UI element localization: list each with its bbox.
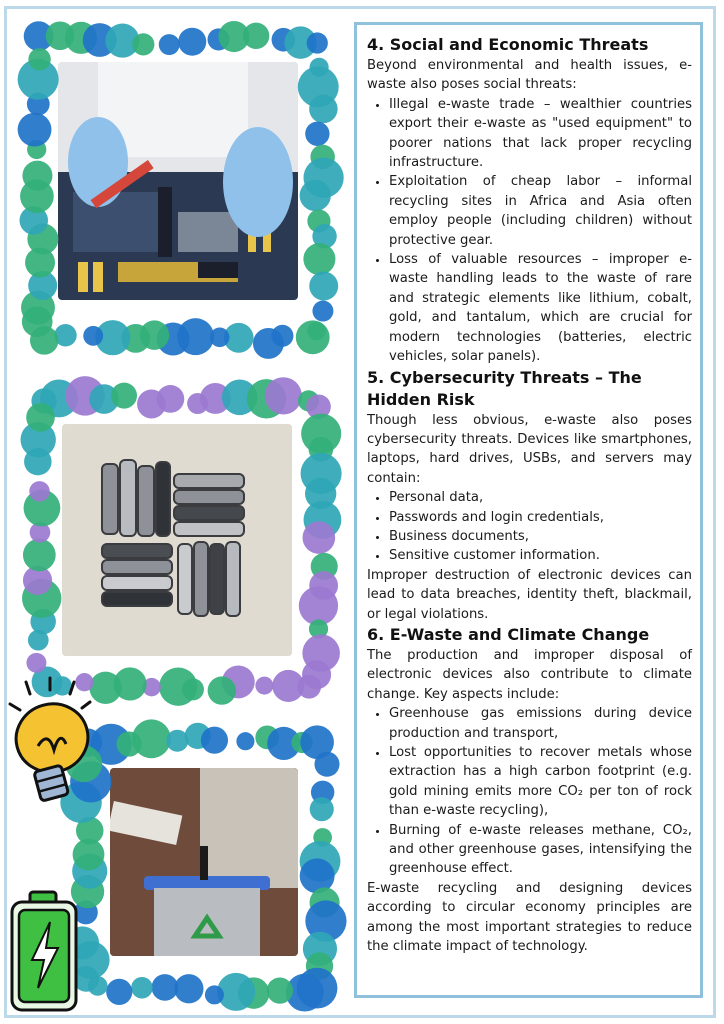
section-6-intro: The production and improper disposal of electronic devices also contribute to climate change. Key aspects include: — [367, 647, 692, 702]
circuit-board-photo — [58, 62, 298, 300]
list-item: • Personal data, — [389, 488, 692, 507]
list-item: • Business documents, — [389, 527, 692, 546]
section-5-list — [367, 488, 692, 566]
circuit-board-repair-photo-icon — [58, 62, 298, 300]
battery-icon — [6, 890, 86, 1018]
list-item: • Sensitive customer information. — [389, 546, 692, 565]
list-item: • Loss of valuable resources – improper e-waste handling leads to the waste of rare and strategic elements like lithium, cobalt, gold, and tantalum, which are crucial for modern technologies (batteries, electric vehicles, solar panels). — [389, 250, 692, 366]
light-bulb-icon — [4, 676, 104, 816]
section-5-intro: Though less obvious, e-waste also poses cybersecurity threats. Devices like smartphones, laptops, hard drives, USBs, and servers may contain: — [367, 412, 692, 486]
section-4-heading: 4. Social and Economic Threats — [367, 35, 649, 54]
section-5-outro: Improper destruction of electronic devices can lead to data breaches, identity theft, blackmail, or legal violations. — [367, 567, 692, 622]
old-mobile-phones-photo-icon — [62, 424, 292, 656]
list-item: • Lost opportunities to recover metals whose extraction has a high carbon footprint (e.g. gold mining emits more CO₂ per ton of rock than e-waste recycling), — [389, 743, 692, 821]
text-box — [354, 22, 703, 998]
recycling-bin-photo-icon — [110, 768, 298, 956]
list-item: • Exploitation of cheap labor – informal recycling sites in Africa and Asia often employ people (including children) without protective gear. — [389, 172, 692, 250]
section-5-heading: 5. Cybersecurity Threats – The Hidden Risk — [367, 367, 642, 409]
section-4-intro: Beyond environmental and health issues, e-waste also poses social threats: — [367, 58, 692, 93]
section-4-list — [367, 95, 692, 367]
list-item: • Illegal e-waste trade – wealthier countries export their e-waste as "used equipment" to poorer nations that lack proper recycling infrastructure. — [389, 95, 692, 173]
section-6-list — [367, 704, 692, 879]
recycling-bin-photo — [110, 768, 298, 956]
list-item: • Burning of e-waste releases methane, CO₂, and other greenhouse gases, intensifying the greenhouse effect. — [389, 821, 692, 879]
list-item: • Passwords and login credentials, — [389, 508, 692, 527]
section-6-outro: E-waste recycling and designing devices according to circular economy principles are among the most important strategies to reduce the climate impact of technology. — [367, 880, 692, 955]
old-phones-photo — [62, 424, 292, 656]
section-6-heading: 6. E-Waste and Climate Change — [367, 624, 650, 644]
list-item: • Greenhouse gas emissions during device production and transport, — [389, 704, 692, 743]
